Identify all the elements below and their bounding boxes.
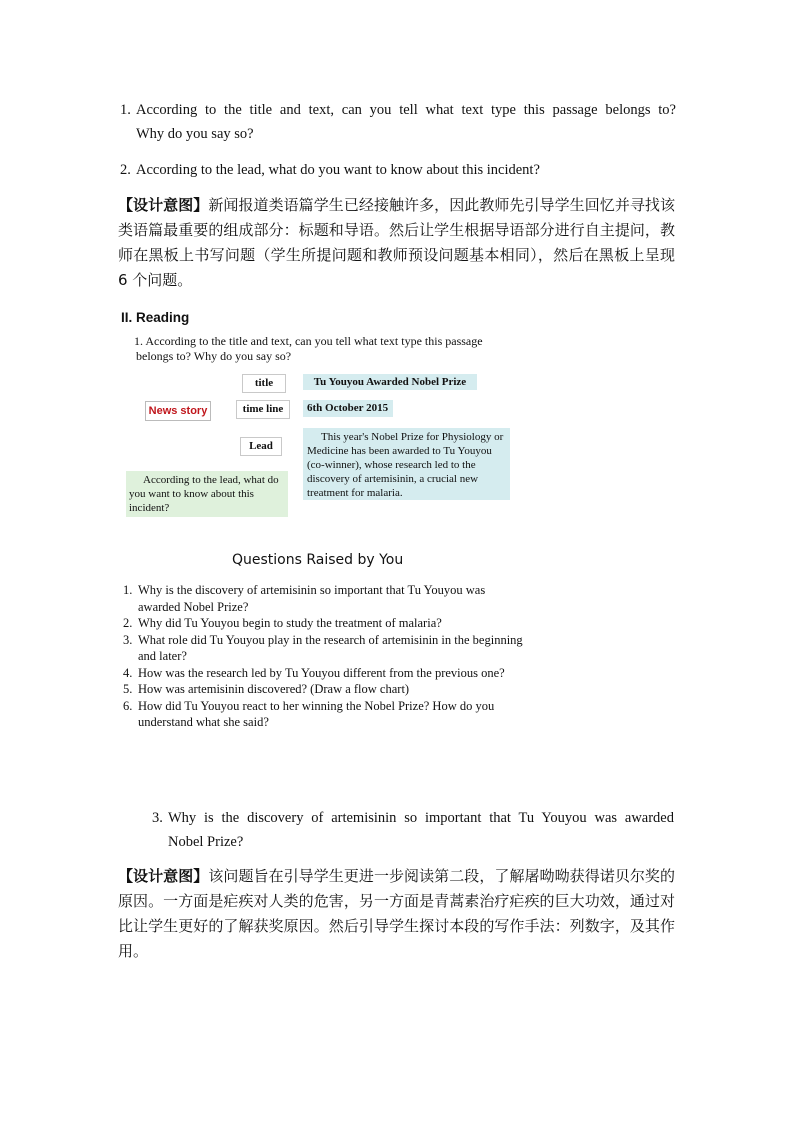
list-text: How was the research led by Tu Youyou different from the previous one?	[138, 665, 505, 680]
design-intent-tag: 【设计意图】	[118, 196, 209, 214]
list-text: Why did Tu Youyou begin to study the treatment of malaria?	[138, 616, 442, 630]
list-number: 2.	[123, 616, 133, 630]
list-number: 3.	[123, 632, 133, 647]
question-number: 3.	[152, 810, 163, 826]
design-intent-text: 该问题旨在引导学生更进一步阅读第二段，了解屠呦呦获得诺贝尔奖的原因。一方面是疟疾对人类的危害，另一方面是青蒿素治疗疟疾的巨大功效，通过对比让学生更好的了解获奖原因。然后引导学生探讨本段的写作手法：列数字，及其作用。	[118, 867, 675, 960]
question-text-continued: Nobel Prize?	[168, 834, 244, 850]
design-intent-paragraph	[118, 864, 675, 964]
slide-question-line: belongs to? Why do you say so?	[136, 349, 292, 363]
list-text: How was artemisinin discovered? (Draw a flow chart)	[138, 682, 410, 696]
list-number: 4.	[123, 665, 133, 680]
list-item	[123, 582, 523, 615]
question-number: 2.	[120, 162, 131, 178]
list-text: What role did Tu Youyou play in the research of artemisinin in the beginning and later?	[138, 632, 523, 663]
lead-text: This year's Nobel Prize for Physiology or Medicine has been awarded to Tu Youyou (co-winner), whose research led to the discovery of artemisinin, a crucial new treatment for malaria.	[303, 428, 510, 500]
question-number: 1.	[120, 102, 131, 118]
list-number: 6.	[123, 698, 133, 713]
question-text: According to the lead, what do you want to know about this incident?	[136, 162, 540, 178]
reading-heading: II. Reading	[121, 310, 190, 325]
list-text: How did Tu Youyou react to her winning the Nobel Prize? How do you understand what she said?	[138, 698, 495, 729]
slide-question-line: 1. According to the title and text, can you tell what text type this passage	[134, 334, 483, 348]
list-item	[123, 632, 523, 665]
raised-questions-list	[123, 582, 523, 731]
timeline-label: time line	[236, 400, 290, 419]
lead-label: Lead	[240, 437, 282, 456]
design-intent-paragraph	[118, 193, 675, 293]
question-text: According to the title and text, can you tell what text type this passage belongs to?	[136, 102, 676, 118]
design-intent-text: 新闻报道类语篇学生已经接触许多，因此教师先引导学生回忆并寻找该类语篇最重要的组成部分：标题和导语。然后让学生根据导语部分进行自主提问，教师在黑板上书写问题（学生所提问题和教师预设问题基本相同），然后在黑板上呈现 6 个问题。	[118, 196, 675, 289]
list-item	[123, 698, 523, 731]
title-value: Tu Youyou Awarded Nobel Prize	[303, 374, 477, 390]
list-number: 1.	[123, 583, 133, 597]
list-item	[123, 665, 523, 682]
lead-question-box: According to the lead, what do you want to know about this incident?	[126, 471, 288, 517]
list-item	[123, 681, 523, 698]
question-2	[120, 158, 676, 182]
list-number: 5.	[123, 682, 133, 696]
design-intent-tag: 【设计意图】	[118, 867, 209, 885]
list-item	[123, 615, 523, 632]
question-3	[152, 806, 674, 854]
raised-questions-title: Questions Raised by You	[232, 552, 404, 568]
question-text: Why is the discovery of artemisinin so important that Tu Youyou was awarded	[168, 810, 674, 826]
question-text-continued: Why do you say so?	[136, 126, 254, 142]
slide-question	[134, 334, 534, 364]
title-label: title	[242, 374, 286, 393]
question-1	[120, 98, 676, 146]
timeline-value: 6th October 2015	[303, 400, 393, 417]
news-story-label: News story	[145, 401, 211, 421]
list-text: Why is the discovery of artemisinin so important that Tu Youyou was awarded Nobel Prize?	[138, 583, 486, 614]
